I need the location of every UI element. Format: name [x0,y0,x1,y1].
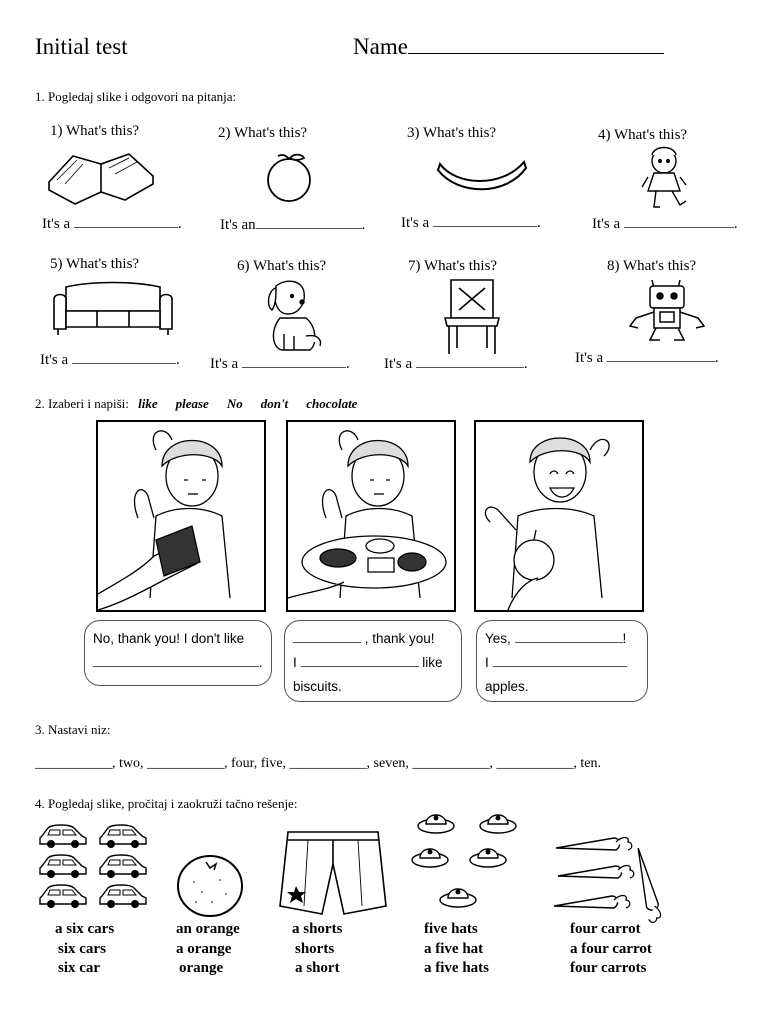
page-title: Initial test [35,34,128,59]
comic-panel-1 [96,420,266,612]
option[interactable]: a orange [176,940,232,957]
option[interactable]: a five hat [424,940,484,957]
section-1-instruction: 1. Pogledaj slike i odgovori na pitanja: [35,89,237,104]
girl-refusing-chocolate-icon [98,422,264,610]
question-8: 8) What's this? [607,258,697,274]
answer-1: It's a . [42,216,182,232]
option-group-orange [176,920,240,979]
hats-icon [410,808,520,918]
question-4: 4) What's this? [598,127,688,143]
option[interactable]: a five hats [424,960,489,976]
option-group-carrots [570,920,652,979]
orange-icon [264,152,314,202]
question-5: 5) What's this? [50,256,140,272]
robot-icon [626,278,708,342]
shorts-icon [278,828,388,918]
question-7: 7) What's this? [408,258,498,274]
section-3-instruction: 3. Nastavi niz: [35,722,111,737]
option[interactable]: a six cars [55,921,115,937]
option[interactable]: six car [58,960,101,976]
option[interactable]: a short [295,960,340,976]
doll-icon [640,145,694,213]
answer-4: It's a . [592,216,738,232]
option[interactable]: orange [179,960,224,976]
option[interactable]: a shorts [292,921,343,937]
option-group-shorts [292,920,342,979]
carrots-icon [552,828,672,924]
question-6: 6) What's this? [237,258,327,274]
speech-bubble-2: , thank you! I like biscuits. [284,620,462,702]
speech-bubble-1: No, thank you! I don't like . [84,620,272,686]
word-bank: like please No don't chocolate [138,396,358,411]
option[interactable]: an orange [176,921,240,937]
comic-panel-2 [286,420,456,612]
number-sequence: ___________, two, ___________, four, five, ___________, seven, ___________, ___________, ten. [35,756,602,771]
answer-8: It's a . [575,350,719,366]
girl-refusing-biscuits-icon [288,422,454,610]
option[interactable]: four carrots [570,960,647,976]
speech-bubble-3: Yes, ! I apples. [476,620,648,702]
option[interactable]: shorts [295,940,335,957]
girl-accepting-apple-icon [476,422,642,610]
comic-panel-3 [474,420,644,612]
name-label: Name [353,34,664,60]
dog-icon [262,278,324,354]
section-4-instruction: 4. Pogledaj slike, pročitaj i zaokruži tačno rešenje: [35,796,298,811]
option-group-hats [424,920,489,979]
book-icon [45,146,157,204]
cars-icon [38,822,150,914]
sofa-icon [52,281,174,337]
option[interactable]: six cars [58,940,106,957]
section-2-instruction: 2. Izaberi i napiši: like please No don't chocolate [35,396,375,412]
option-group-cars [55,920,114,979]
answer-6: It's a . [210,356,350,372]
question-1: 1) What's this? [50,123,140,139]
answer-3: It's a . [401,215,541,231]
answer-2: It's an . [220,217,366,233]
option[interactable]: a four carrot [570,940,652,957]
answer-7: It's a . [384,356,528,372]
chair-icon [443,278,501,356]
orange-icon [176,852,246,918]
question-3: 3) What's this? [407,125,497,141]
option[interactable]: four carrot [570,921,641,937]
option[interactable]: five hats [424,921,478,937]
name-field[interactable] [425,34,681,60]
banana-icon [436,158,528,194]
answer-5: It's a . [40,352,180,368]
question-2: 2) What's this? [218,125,308,141]
